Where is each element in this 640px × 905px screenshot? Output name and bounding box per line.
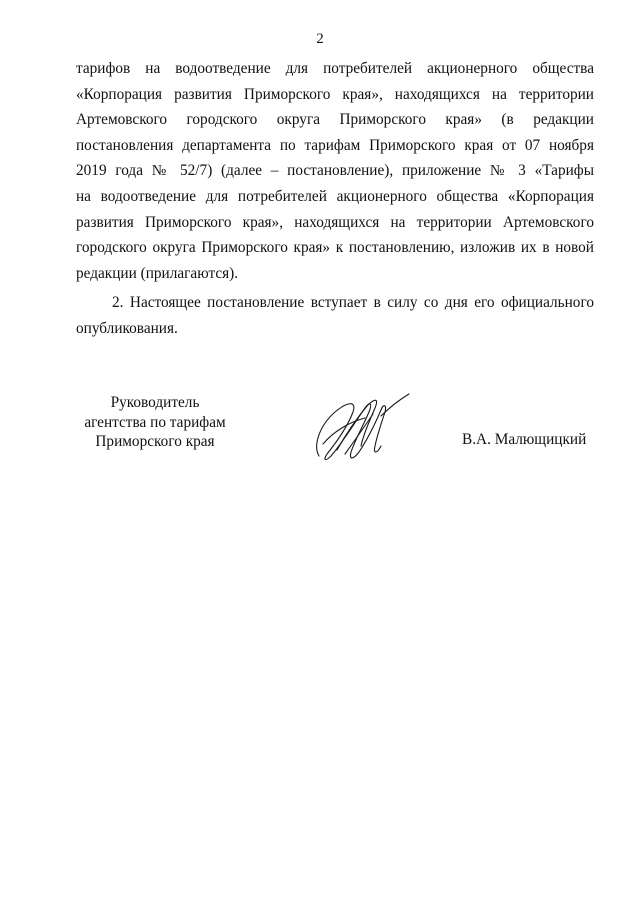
body-line: на водоотведение для потребителей акционерного общества «Корпорация — [76, 187, 594, 205]
body-line: Артемовского городского округа Приморского края» (в редакции — [76, 111, 594, 129]
body-line: 2019 года № 52/7) (далее – постановление), приложение № 3 «Тарифы — [76, 162, 594, 180]
body-line: городского округа Приморского края» к постановлению, изложив их в новой — [76, 239, 594, 257]
body-line: опубликования. — [76, 319, 178, 337]
body-line: редакции (прилагаются). — [76, 264, 239, 282]
body-line: развития Приморского края», находящихся на территории Артемовского — [76, 213, 594, 231]
page-number: 2 — [316, 31, 324, 47]
signatory-name: В.А. Малющицкий — [462, 431, 587, 448]
signatory-title-line: Приморского края — [95, 433, 215, 450]
body-line: постановления департамента по тарифам Приморского края от 07 ноября — [76, 136, 594, 154]
body-line: 2. Настоящее постановление вступает в силу со дня его официального — [112, 294, 594, 312]
handwritten-signature — [305, 388, 415, 468]
body-line: тарифов на водоотведение для потребителей акционерного общества — [76, 60, 594, 77]
signatory-title-line: агентства по тарифам — [84, 413, 226, 431]
signatory-title-line: Руководитель — [110, 394, 200, 411]
document-body — [76, 56, 594, 342]
signatory-title — [70, 393, 240, 452]
body-line: «Корпорация развития Приморского края», находящихся на территории — [76, 85, 594, 103]
